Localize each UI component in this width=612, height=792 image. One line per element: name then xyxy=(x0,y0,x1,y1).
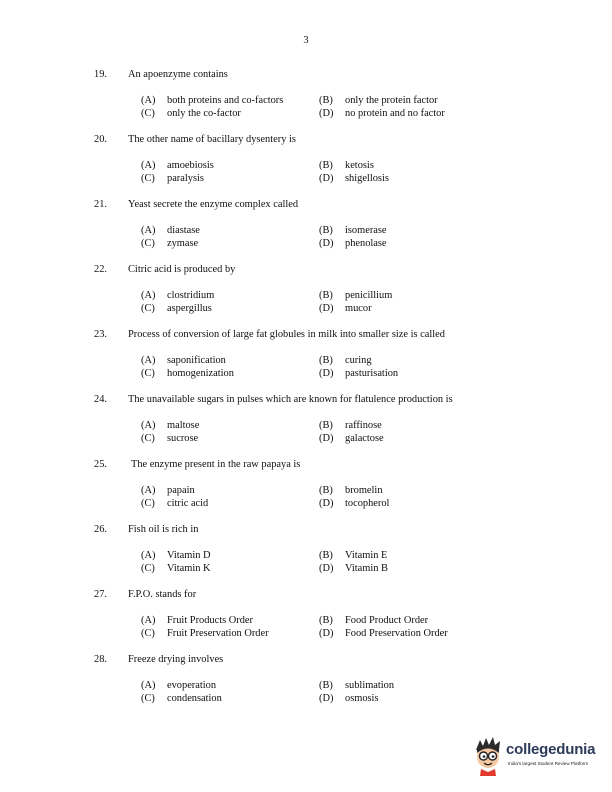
question-text: The unavailable sugars in pulses which are known for flatulence production is xyxy=(128,394,453,405)
option-a xyxy=(141,95,283,106)
option-label: (D) xyxy=(319,108,334,119)
question-number: 25. xyxy=(94,459,107,470)
option-a xyxy=(141,420,199,431)
collegedunia-logo[interactable] xyxy=(472,736,600,780)
option-c xyxy=(141,498,208,509)
option-label: (C) xyxy=(141,173,155,184)
option-label: (A) xyxy=(141,355,156,366)
option-a xyxy=(141,290,214,301)
option-b xyxy=(319,485,383,496)
option-b xyxy=(319,225,387,236)
option-label: (C) xyxy=(141,498,155,509)
option-b xyxy=(319,160,374,171)
option-b xyxy=(319,615,428,626)
option-label: (D) xyxy=(319,433,334,444)
option-label: (B) xyxy=(319,290,333,301)
option-label: (B) xyxy=(319,420,333,431)
option-text: tocopherol xyxy=(345,498,390,509)
option-a xyxy=(141,485,195,496)
option-d xyxy=(319,238,387,249)
option-text: maltose xyxy=(167,420,200,431)
option-text: zymase xyxy=(167,238,199,249)
student-mascot-icon xyxy=(472,736,506,776)
question-20 xyxy=(0,134,612,194)
question-number: 23. xyxy=(94,329,107,340)
option-label: (D) xyxy=(319,368,334,379)
option-label: (C) xyxy=(141,108,155,119)
option-label: (D) xyxy=(319,173,334,184)
option-c xyxy=(141,433,198,444)
page-number: 3 xyxy=(303,35,309,46)
option-text: pasturisation xyxy=(345,368,399,379)
option-text: citric acid xyxy=(167,498,209,509)
option-b xyxy=(319,680,394,691)
option-label: (D) xyxy=(319,693,334,704)
option-text: bromelin xyxy=(345,485,383,496)
option-a xyxy=(141,680,216,691)
option-d xyxy=(319,108,445,119)
option-text: Vitamin B xyxy=(345,563,388,574)
option-label: (B) xyxy=(319,485,333,496)
question-19 xyxy=(0,69,612,129)
question-25 xyxy=(0,459,612,519)
option-label: (C) xyxy=(141,303,155,314)
question-text: The other name of bacillary dysentery is xyxy=(128,134,296,145)
option-text: clostridium xyxy=(167,290,215,301)
logo-tagline: India's largest Student Review Platform xyxy=(508,761,589,766)
question-number: 22. xyxy=(94,264,107,275)
option-text: Fruit Products Order xyxy=(167,615,254,626)
option-c xyxy=(141,693,222,704)
option-text: diastase xyxy=(167,225,200,236)
option-label: (A) xyxy=(141,615,156,626)
option-label: (B) xyxy=(319,615,333,626)
question-text: An apoenzyme contains xyxy=(128,69,228,80)
option-label: (D) xyxy=(319,303,334,314)
option-label: (A) xyxy=(141,485,156,496)
option-d xyxy=(319,303,372,314)
option-label: (C) xyxy=(141,433,155,444)
option-label: (A) xyxy=(141,160,156,171)
option-a xyxy=(141,615,253,626)
option-text: sucrose xyxy=(167,433,199,444)
option-d xyxy=(319,693,379,704)
option-d xyxy=(319,433,384,444)
question-27 xyxy=(0,589,612,649)
option-label: (A) xyxy=(141,225,156,236)
option-text: no protein and no factor xyxy=(345,108,445,119)
option-label: (D) xyxy=(319,628,334,639)
option-label: (B) xyxy=(319,95,333,106)
option-label: (A) xyxy=(141,290,156,301)
option-text: mucor xyxy=(345,303,372,314)
option-text: galactose xyxy=(345,433,384,444)
option-label: (B) xyxy=(319,160,333,171)
option-text: Fruit Preservation Order xyxy=(167,628,269,639)
question-text: Fish oil is rich in xyxy=(128,524,199,535)
question-number: 21. xyxy=(94,199,107,210)
question-26 xyxy=(0,524,612,584)
option-label: (D) xyxy=(319,498,334,509)
option-text: raffinose xyxy=(345,420,382,431)
question-text: Freeze drying involves xyxy=(128,654,224,665)
option-label: (B) xyxy=(319,225,333,236)
option-b xyxy=(319,95,438,106)
question-text: F.P.O. stands for xyxy=(128,589,197,600)
option-label: (C) xyxy=(141,238,155,249)
option-text: papain xyxy=(167,485,195,496)
question-23 xyxy=(0,329,612,389)
option-label: (C) xyxy=(141,563,155,574)
question-21 xyxy=(0,199,612,259)
option-text: condensation xyxy=(167,693,222,704)
option-a xyxy=(141,355,226,366)
question-number: 27. xyxy=(94,589,107,600)
option-text: homogenization xyxy=(167,368,234,379)
option-label: (A) xyxy=(141,95,156,106)
option-b xyxy=(319,420,382,431)
option-text: Food Preservation Order xyxy=(345,628,448,639)
option-text: saponification xyxy=(167,355,226,366)
option-label: (D) xyxy=(319,563,334,574)
option-b xyxy=(319,550,387,561)
option-text: isomerase xyxy=(345,225,387,236)
option-d xyxy=(319,628,448,639)
question-22 xyxy=(0,264,612,324)
option-label: (C) xyxy=(141,693,155,704)
option-b xyxy=(319,355,372,366)
question-28 xyxy=(0,654,612,714)
option-label: (B) xyxy=(319,355,333,366)
option-text: penicillium xyxy=(345,290,393,301)
option-c xyxy=(141,238,198,249)
option-text: Vitamin K xyxy=(167,563,211,574)
option-d xyxy=(319,368,398,379)
option-label: (B) xyxy=(319,680,333,691)
option-d xyxy=(319,498,389,509)
logo-wordmark: collegedunia xyxy=(506,741,596,758)
question-number: 28. xyxy=(94,654,107,665)
option-a xyxy=(141,550,211,561)
option-text: sublimation xyxy=(345,680,395,691)
option-c xyxy=(141,368,234,379)
option-text: paralysis xyxy=(167,173,204,184)
option-label: (A) xyxy=(141,420,156,431)
option-c xyxy=(141,628,269,639)
option-text: Vitamin D xyxy=(167,550,211,561)
option-text: evoperation xyxy=(167,680,217,691)
option-text: only the co-factor xyxy=(167,108,241,119)
question-24 xyxy=(0,394,612,454)
question-number: 26. xyxy=(94,524,107,535)
question-text: Citric acid is produced by xyxy=(128,264,236,275)
option-text: osmosis xyxy=(345,693,379,704)
option-c xyxy=(141,563,211,574)
option-label: (D) xyxy=(319,238,334,249)
option-text: both proteins and co-factors xyxy=(167,95,284,106)
option-d xyxy=(319,563,388,574)
option-label: (A) xyxy=(141,550,156,561)
option-b xyxy=(319,290,392,301)
question-number: 24. xyxy=(94,394,107,405)
option-text: phenolase xyxy=(345,238,387,249)
question-text: Process of conversion of large fat globules in milk into smaller size is called xyxy=(128,329,445,340)
option-text: curing xyxy=(345,355,372,366)
question-number: 20. xyxy=(94,134,107,145)
option-label: (B) xyxy=(319,550,333,561)
option-text: only the protein factor xyxy=(345,95,438,106)
option-c xyxy=(141,108,241,119)
question-number: 19. xyxy=(94,69,107,80)
option-a xyxy=(141,160,214,171)
option-text: aspergillus xyxy=(167,303,212,314)
option-text: Vitamin E xyxy=(345,550,388,561)
option-text: ketosis xyxy=(345,160,374,171)
option-label: (C) xyxy=(141,628,155,639)
option-d xyxy=(319,173,389,184)
option-c xyxy=(141,173,204,184)
option-a xyxy=(141,225,200,236)
question-text: The enzyme present in the raw papaya is xyxy=(131,459,301,470)
option-c xyxy=(141,303,212,314)
question-text: Yeast secrete the enzyme complex called xyxy=(128,199,299,210)
option-text: amoebiosis xyxy=(167,160,214,171)
option-text: shigellosis xyxy=(345,173,389,184)
option-text: Food Product Order xyxy=(345,615,429,626)
option-label: (C) xyxy=(141,368,155,379)
option-label: (A) xyxy=(141,680,156,691)
